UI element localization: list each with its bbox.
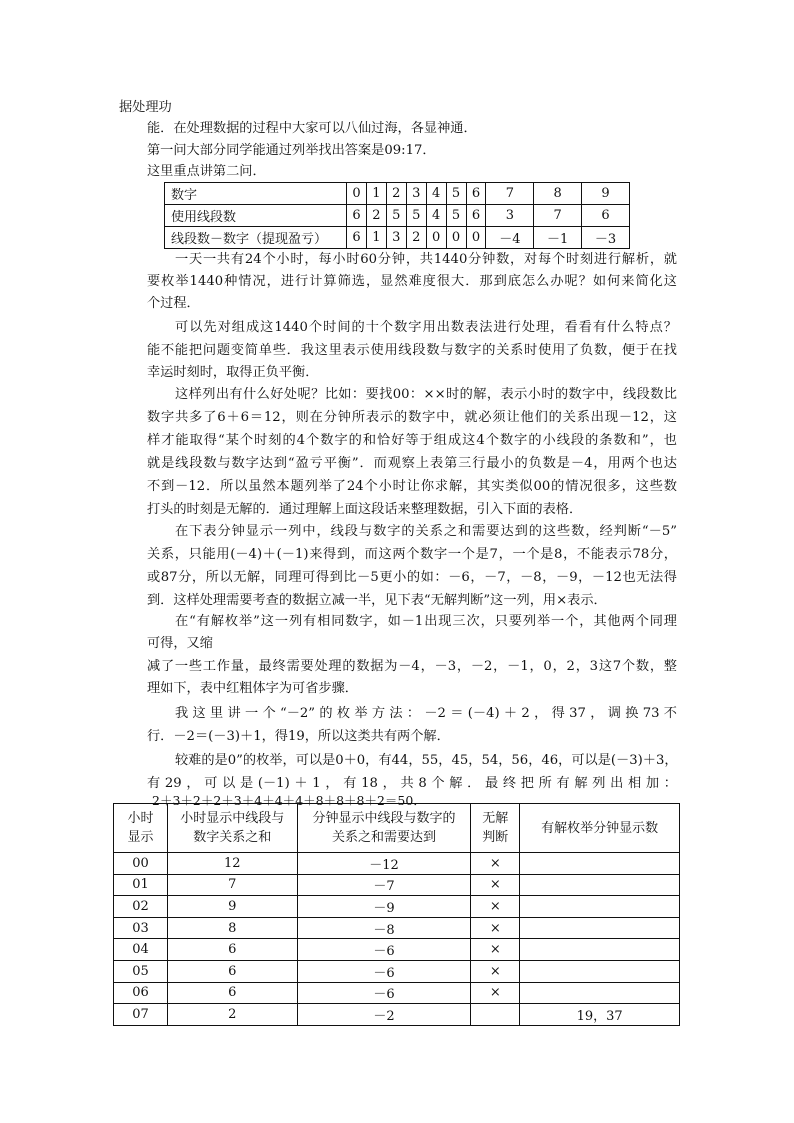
table-cell: 6 <box>167 960 297 982</box>
table-row <box>165 183 630 205</box>
digit-segment-table <box>164 182 630 249</box>
paragraph-intro: 能．在处理数据的过程中大家可以八仙过海，各显神通． <box>147 121 477 136</box>
table-cell: × <box>471 896 520 918</box>
paragraph-line: 能不能把问题变简单些．我这里表示使用线段数与数字的关系时使用了负数，便于在找 <box>147 343 677 358</box>
table-cell <box>520 960 680 982</box>
header-cell: 小时显示中线段与 数字关系之和 <box>167 804 297 853</box>
table-cell <box>520 853 680 875</box>
table-cell: 6 <box>167 939 297 961</box>
table-cell: －8 <box>297 917 471 939</box>
table-cell: 线段数－数字（提现盈亏） <box>165 227 347 249</box>
table-cell <box>520 917 680 939</box>
table-cell: 5 <box>446 183 466 205</box>
paragraph-line: 在“有解枚举”这一列有相同数字，如－1出现三次，只要列举一个，其他两个同理 <box>175 614 677 629</box>
table-cell <box>520 874 680 896</box>
table-cell: －6 <box>297 960 471 982</box>
header-cell: 无解 判断 <box>471 804 520 853</box>
table-cell: －3 <box>582 227 630 249</box>
table-cell: 6 <box>582 205 630 227</box>
paragraph-line: 样才能取得“某个时刻的4个数字的和恰好等于组成这4个数字的小线段的条数和”，也 <box>147 433 677 448</box>
table-cell: 2 <box>167 1004 297 1026</box>
table-cell: × <box>471 917 520 939</box>
paragraph-second-question: 这里重点讲第二问． <box>147 164 266 179</box>
paragraph-line: 到．这样处理需要考查的数据立减一半，见下表“无解判断”这一列，用×表示． <box>147 593 607 608</box>
paragraph-line: 关系，只能用(－4)＋(－1)来得到，而这两个数字一个是7，一个是8，不能表示78分， <box>147 547 677 562</box>
table-cell: 8 <box>534 183 582 205</box>
table-cell: 5 <box>446 205 466 227</box>
paragraph-line: 在下表分钟显示一列中，线段与数字的关系之和需要达到的这些数，经判断“－5” <box>175 524 677 539</box>
paragraph-line: 理如下，表中红粗体字为可省步骤． <box>147 681 358 696</box>
table-cell: 2 <box>406 227 426 249</box>
table-cell: 1 <box>366 227 386 249</box>
paragraph-line: 2＋3＋2＋2＋3＋4＋4＋4＋8＋8＋8＋2＝50． <box>152 793 426 808</box>
table-row <box>114 917 680 939</box>
table-cell: 07 <box>114 1004 168 1026</box>
paragraph-line: 要枚举1440种情况，进行计算筛选，显然难度很大．那到底怎么办呢？如何来简化这 <box>147 274 677 289</box>
table-row <box>114 874 680 896</box>
header-cell: 分钟显示中线段与数字的 关系之和需要达到 <box>297 804 471 853</box>
table-cell: －6 <box>297 939 471 961</box>
table-cell: 4 <box>426 205 446 227</box>
paragraph-line: 或87分，所以无解，同理可得到比－5更小的如：－6，－7，－8，－9，－12也无法得 <box>147 570 677 585</box>
table-row <box>114 939 680 961</box>
table-header-row <box>114 804 680 853</box>
table-cell: 6 <box>466 205 486 227</box>
table-cell: 使用线段数 <box>165 205 347 227</box>
table-cell: －4 <box>486 227 534 249</box>
header-cell: 有解枚举分钟显示数 <box>520 804 680 853</box>
table-row <box>114 960 680 982</box>
table-row <box>114 853 680 875</box>
header-cell: 小时 显示 <box>114 804 168 853</box>
paragraph-line: 这样列出有什么好处呢？比如：要找00：××时的解，表示小时的数字中，线段数比 <box>175 387 677 402</box>
table-cell: 6 <box>347 227 367 249</box>
table-cell: × <box>471 853 520 875</box>
table-row <box>165 227 630 249</box>
table-cell: 6 <box>347 205 367 227</box>
paragraph-line: 我这里讲一个“－2”的枚举方法：－2＝(－4)＋2，得37，调换73不 <box>175 706 677 721</box>
table-cell: 2 <box>366 205 386 227</box>
table-cell: 1 <box>366 183 386 205</box>
table-cell <box>471 1004 520 1026</box>
table-cell: 6 <box>466 183 486 205</box>
paragraph-line: 有29，可以是(－1)＋1，有18，共8个解．最终把所有解列出相加： <box>147 776 677 791</box>
table-cell: 7 <box>486 183 534 205</box>
paragraph-line: 可得，又缩 <box>147 636 213 651</box>
table-cell: 02 <box>114 896 168 918</box>
table-cell <box>520 896 680 918</box>
table-cell: 3 <box>386 227 406 249</box>
table-row <box>114 1004 680 1026</box>
paragraph-line: 可以先对组成这1440个时间的十个数字用出数表法进行处理，看看有什么特点？ <box>175 320 677 335</box>
table-cell: 03 <box>114 917 168 939</box>
table-cell: 04 <box>114 939 168 961</box>
paragraph-line: 较难的是0”的枚举，可以是0＋0，有44，55，45，54，56，46，可以是(－3)＋3， <box>175 753 678 768</box>
table-row <box>114 982 680 1004</box>
table-cell: 6 <box>167 982 297 1004</box>
table-cell: －7 <box>297 874 471 896</box>
table-cell: －9 <box>297 896 471 918</box>
table-row <box>165 205 630 227</box>
paragraph-line: 行．－2＝(－3)＋1，得19，所以这类共有两个解． <box>147 729 450 744</box>
table-cell: × <box>471 960 520 982</box>
table-cell: 8 <box>167 917 297 939</box>
paragraph-line: 减了一些工作量，最终需要处理的数据为－4，－3，－2，－1，0，2，3这7个数，整 <box>147 659 677 674</box>
table-cell: 5 <box>406 205 426 227</box>
table-cell: × <box>471 874 520 896</box>
table-cell: 0 <box>466 227 486 249</box>
table-cell: 3 <box>486 205 534 227</box>
table-cell: 5 <box>386 205 406 227</box>
hour-analysis-table <box>113 803 680 1026</box>
table-cell: × <box>471 982 520 1004</box>
paragraph-first-question: 第一问大部分同学能通过列举找出答案是09:17． <box>147 143 436 158</box>
table-cell: －12 <box>297 853 471 875</box>
table-cell: 0 <box>347 183 367 205</box>
table-cell: 7 <box>167 874 297 896</box>
table-cell <box>520 982 680 1004</box>
table-cell: －2 <box>297 1004 471 1026</box>
paragraph-line: 个过程． <box>147 296 200 311</box>
table-cell: 06 <box>114 982 168 1004</box>
table-row <box>114 896 680 918</box>
table-cell: －1 <box>534 227 582 249</box>
table-cell: 9 <box>582 183 630 205</box>
table-cell: × <box>471 939 520 961</box>
paragraph-heading-fragment: 据处理功 <box>119 100 172 115</box>
paragraph-line: 一天一共有24个小时，每小时60分钟，共1440分钟数，对每个时刻进行解析，就 <box>175 252 677 267</box>
paragraph-line: 打头的时刻是无解的．通过理解上面这段话来整理数据，引入下面的表格． <box>147 502 583 517</box>
table-cell: 12 <box>167 853 297 875</box>
table-cell: 4 <box>426 183 446 205</box>
table-cell: 2 <box>386 183 406 205</box>
table-cell <box>520 939 680 961</box>
table-cell: 00 <box>114 853 168 875</box>
paragraph-line: 幸运时刻时，取得正负平衡． <box>147 365 319 380</box>
table-cell: 9 <box>167 896 297 918</box>
table-cell: －6 <box>297 982 471 1004</box>
table-cell: 0 <box>426 227 446 249</box>
table-cell: 7 <box>534 205 582 227</box>
paragraph-line: 就是线段数与数字达到“盈亏平衡”．而观察上表第三行最小的负数是－4，用两个也达 <box>147 456 677 471</box>
paragraph-line: 数字共多了6＋6＝12，则在分钟所表示的数字中，就必须让他们的关系出现－12，这 <box>147 410 677 425</box>
table-cell: 01 <box>114 874 168 896</box>
table-cell: 数字 <box>165 183 347 205</box>
table-cell: 3 <box>406 183 426 205</box>
paragraph-line: 不到－12．所以虽然本题列举了24个小时让你求解，其实类似00的情况很多，这些数 <box>147 479 677 494</box>
table-cell: 19，37 <box>520 1004 680 1026</box>
table-cell: 05 <box>114 960 168 982</box>
table-cell: 0 <box>446 227 466 249</box>
